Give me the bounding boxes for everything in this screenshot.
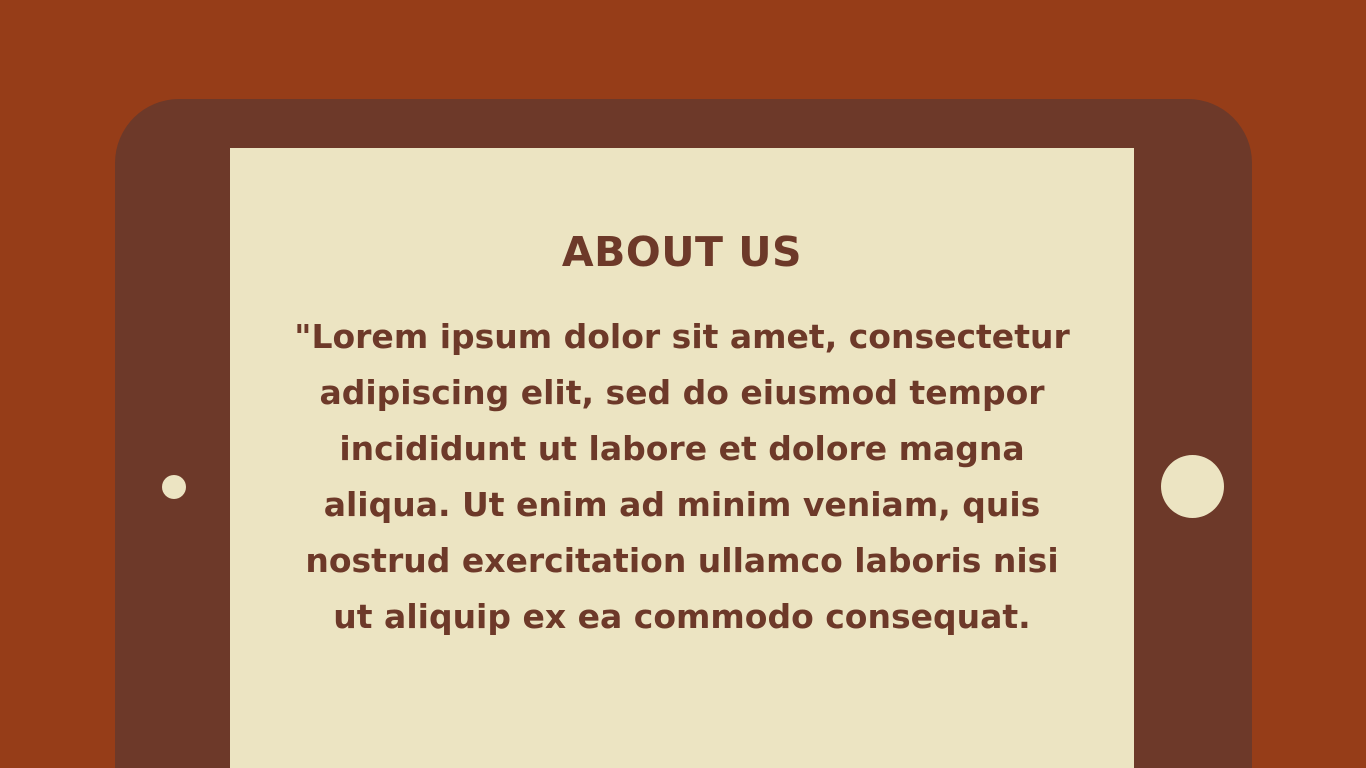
about-us-heading: ABOUT US xyxy=(561,228,803,276)
about-us-description: "Lorem ipsum dolor sit amet, consectetur adipiscing elit, sed do eiusmod tempor incididunt ut labore et dolore magna aliqua. Ut enim ad minim veniam, quis nostrud exercitation ullamco laboris nisi ut aliquip ex ea commodo consequat. xyxy=(294,317,1070,636)
camera-dot-icon xyxy=(162,475,186,499)
home-button[interactable] xyxy=(1161,455,1224,518)
